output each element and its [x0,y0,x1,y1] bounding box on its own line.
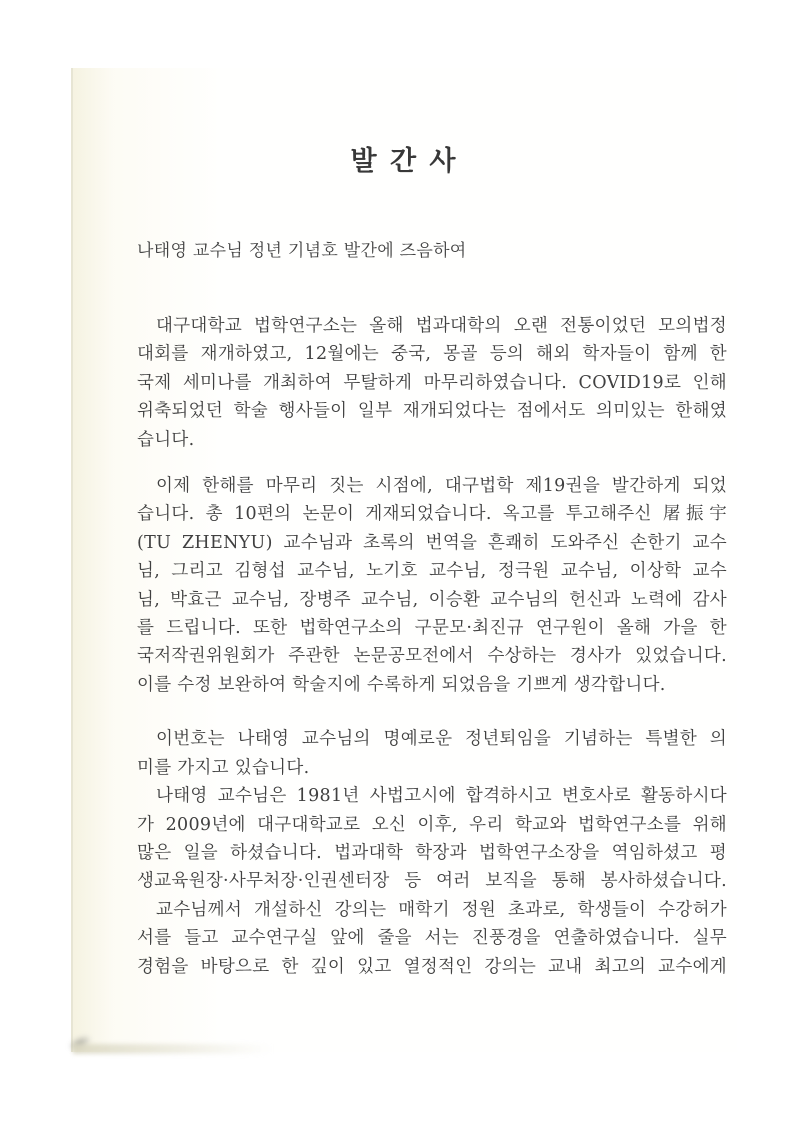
paragraph [137,472,727,699]
text-line: (TU ZHENYU) 교수님과 초록의 번역을 흔쾌히 도와주신 손한기 교수 [137,532,727,553]
page-subtitle: 나태영 교수님 정년 기념호 발간에 즈음하여 [137,241,467,261]
text-line: 경험을 바탕으로 한 깊이 있고 열정적인 강의는 교내 최고의 교수에게 [137,956,727,977]
text-line: 이번호는 나태영 교수님의 명예로운 정년퇴임을 기념하는 특별한 의 [156,729,727,750]
text-line: 많은 일을 하셨습니다. 법과대학 학장과 법학연구소장을 역임하셨고 평 [137,842,727,863]
text-line: 님, 박효근 교수님, 장병주 교수님, 이승환 교수님의 헌신과 노력에 감사 [137,589,727,610]
text-line: 위축되었던 학술 행사들이 일부 재개되었다는 점에서도 의미있는 한해였 [137,401,727,422]
text-line: 대회를 재개하였고, 12월에는 중국, 몽골 등의 해외 학자들이 함께 한 [137,344,727,365]
text-line: 습니다. [137,429,195,450]
page-title: 발 간 사 [350,146,458,177]
page-content [137,68,727,981]
text-line: 나태영 교수님은 1981년 사법고시에 합격하시고 변호사로 활동하시다 [156,786,727,807]
scanned-page [71,68,737,1052]
text-line: 교수님께서 개설하신 강의는 매학기 정원 초과로, 학생들이 수강허가 [156,899,727,920]
paragraph [137,312,727,454]
body-text [137,312,727,981]
text-line: 국저작권위원회가 주관한 논문공모전에서 수상하는 경사가 있었습니다. [137,646,727,667]
text-line: 가 2009년에 대구대학교로 오신 이후, 우리 학교와 법학연구소를 위해 [137,814,727,835]
text-line: 미를 가지고 있습니다. [137,757,310,778]
text-line: 를 드립니다. 또한 법학연구소의 구문모·최진규 연구원이 올해 가을 한 [137,618,727,639]
text-line: 서를 들고 교수연구실 앞에 줄을 서는 진풍경을 연출하였습니다. 실무 [137,928,727,949]
paragraph [137,725,727,981]
text-line: 생교육원장·사무처장·인권센터장 등 여러 보직을 통해 봉사하셨습니다. [137,871,727,892]
text-line: 대구대학교 법학연구소는 올해 법과대학의 오랜 전통이었던 모의법정 [156,316,727,336]
text-line: 님, 그리고 김형섭 교수님, 노기호 교수님, 정극원 교수님, 이상학 교수 [137,561,727,582]
text-line: 습니다. 총 10편의 논문이 게재되었습니다. 옥고를 투고해주신 屠振宇 [137,504,727,525]
text-line: 국제 세미나를 개최하여 무탈하게 마무리하였습니다. COVID19로 인해 [137,372,727,393]
text-line: 이제 한해를 마무리 짓는 시점에, 대구법학 제19권을 발간하게 되었 [156,476,727,497]
scan-corner-smudge [65,1031,94,1055]
text-line: 이를 수정 보완하여 학술지에 수록하게 되었음을 기쁘게 생각합니다. [137,674,666,695]
